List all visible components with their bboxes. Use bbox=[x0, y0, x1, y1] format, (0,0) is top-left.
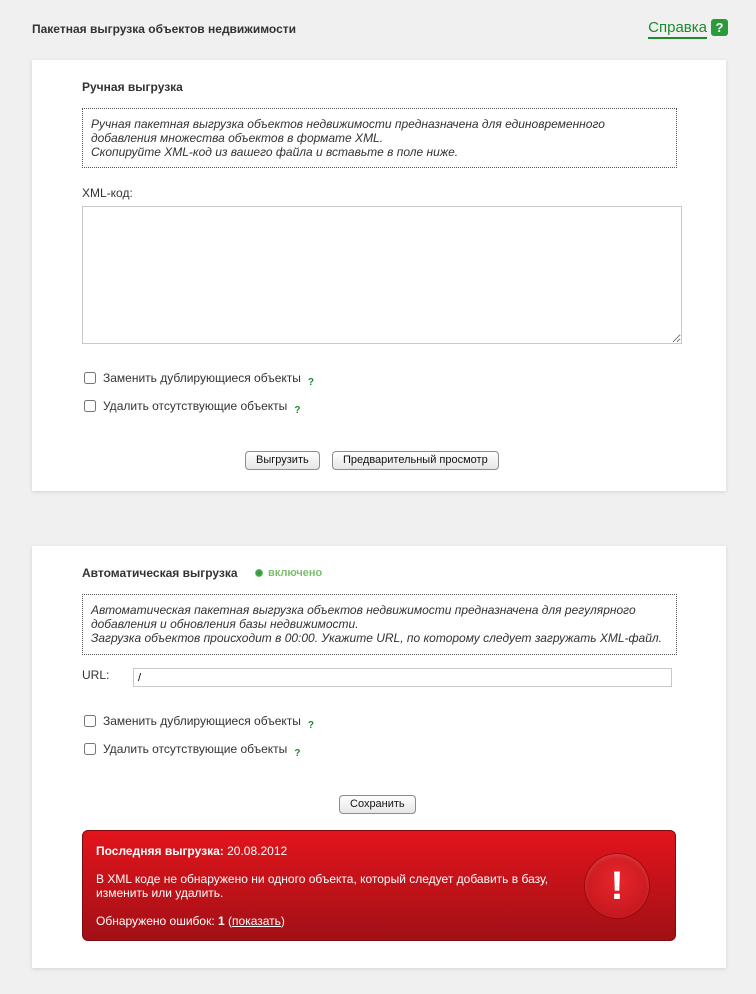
alert-show-errors-link[interactable]: показать bbox=[232, 914, 281, 928]
auto-upload-panel bbox=[32, 546, 726, 968]
status-dot-icon bbox=[255, 569, 263, 577]
manual-info-line-1: Ручная пакетная выгрузка объектов недвижимости предназначена для единовременного bbox=[91, 117, 605, 131]
auto-delete-missing-row[interactable] bbox=[84, 742, 301, 759]
auto-replace-duplicates-row[interactable] bbox=[84, 714, 314, 731]
xml-code-textarea[interactable] bbox=[82, 206, 682, 344]
auto-delete-missing-checkbox[interactable] bbox=[84, 743, 96, 755]
last-upload-alert bbox=[82, 830, 676, 941]
save-button[interactable]: Сохранить bbox=[339, 795, 416, 814]
alert-errors-line: Обнаружено ошибок: 1 (показать) bbox=[96, 914, 285, 928]
manual-section-title: Ручная выгрузка bbox=[82, 80, 183, 94]
auto-section-title: Автоматическая выгрузка bbox=[82, 566, 238, 580]
manual-replace-duplicates-checkbox[interactable] bbox=[84, 372, 96, 384]
manual-delete-missing-label[interactable]: Удалить отсутствующие объекты bbox=[103, 399, 288, 413]
alert-errors-label: Обнаружено ошибок: bbox=[96, 914, 215, 928]
auto-info-line-2: добавления и обновления базы недвижимости. bbox=[91, 617, 359, 631]
alert-last-upload-label: Последняя выгрузка: bbox=[96, 844, 224, 858]
upload-button[interactable]: Выгрузить bbox=[245, 451, 320, 470]
auto-replace-duplicates-checkbox[interactable] bbox=[84, 715, 96, 727]
auto-info-line-1: Автоматическая пакетная выгрузка объектов недвижимости предназначена для регулярного bbox=[91, 603, 636, 617]
manual-replace-duplicates-row[interactable] bbox=[84, 371, 314, 388]
alert-message-line-1: В XML коде не обнаружено ни одного объекта, который следует добавить в базу, bbox=[96, 872, 549, 886]
auto-info-line-3: Загрузка объектов происходит в 00:00. Укажите URL, по которому следует загружать XML-файл. bbox=[91, 631, 662, 645]
help-question-icon[interactable]: ? bbox=[294, 747, 301, 759]
manual-upload-panel bbox=[32, 60, 726, 491]
auto-status bbox=[255, 567, 322, 579]
auto-replace-duplicates-label[interactable]: Заменить дублирующиеся объекты bbox=[103, 714, 301, 728]
alert-last-upload-line bbox=[96, 844, 287, 858]
alert-last-upload-date: 20.08.2012 bbox=[227, 844, 288, 858]
help-link[interactable] bbox=[648, 20, 728, 39]
manual-delete-missing-row[interactable] bbox=[84, 399, 301, 416]
manual-delete-missing-checkbox[interactable] bbox=[84, 400, 96, 412]
manual-replace-duplicates-label[interactable]: Заменить дублирующиеся объекты bbox=[103, 371, 301, 385]
manual-info-line-3: Скопируйте XML-код из вашего файла и вставьте в поле ниже. bbox=[91, 145, 459, 159]
alert-errors-count: 1 bbox=[218, 914, 225, 928]
url-input[interactable] bbox=[133, 668, 672, 687]
help-link-label[interactable]: Справка bbox=[648, 20, 707, 39]
help-question-icon[interactable]: ? bbox=[307, 719, 314, 731]
alert-message-line-2: изменить или удалить. bbox=[96, 886, 224, 900]
url-label: URL: bbox=[82, 668, 110, 682]
auto-delete-missing-label[interactable]: Удалить отсутствующие объекты bbox=[103, 742, 288, 756]
page-title: Пакетная выгрузка объектов недвижимости bbox=[32, 22, 297, 36]
manual-info-line-2: добавления множества объектов в формате XML. bbox=[91, 131, 384, 145]
help-icon[interactable]: ? bbox=[711, 19, 728, 36]
help-question-icon[interactable]: ? bbox=[294, 404, 301, 416]
exclamation-icon: ! bbox=[585, 854, 649, 918]
xml-code-label: XML-код: bbox=[82, 186, 133, 200]
manual-info-box bbox=[82, 108, 677, 168]
auto-status-label: включено bbox=[268, 567, 323, 579]
preview-button[interactable]: Предварительный просмотр bbox=[332, 451, 499, 470]
auto-info-box bbox=[82, 594, 677, 655]
help-question-icon[interactable]: ? bbox=[307, 376, 314, 388]
